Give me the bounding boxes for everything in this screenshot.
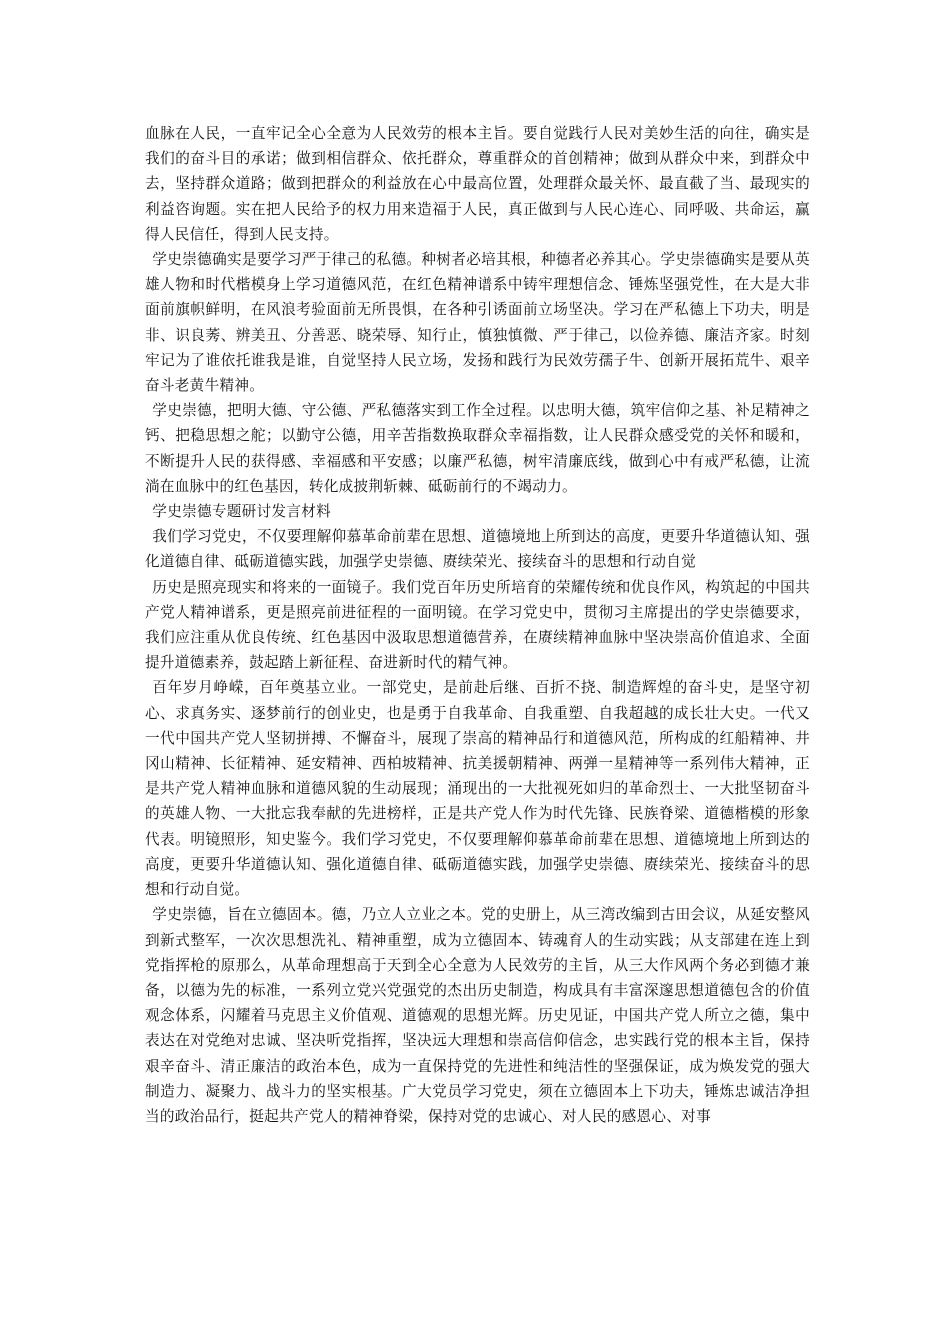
paragraph-1: 血脉在人民，一直牢记全心全意为人民效劳的根本主旨。要自觉践行人民对美妙生活的向往，确实是我们的奋斗目的承诺；做到相信群众、依托群众，尊重群众的首创精神；做到从群众中来，到群众中去，坚持群众道路；做到把群众的利益放在心中最高位置，处理群众最关怀、最直截了当、最现实的利益咨询题。实在把人民给予的权力用来造福于人民，真正做到与人民心连心、同呼吸、共命运，赢得人民信任，得到人民支持。: [145, 125, 810, 243]
paragraph-2: 学史崇德确实是要学习严于律己的私德。种树者必培其根，种德者必养其心。学史崇德确实是要从英雄人物和时代楷模身上学习道德风范，在红色精神谱系中铸牢理想信念、锤炼坚强党性，在大是大非面前旗帜鲜明，在风浪考验面前无所畏惧，在各种引诱面前立场坚决。学习在严私德上下功夫，明是非、识良莠、辨美丑、分善恶、晓荣辱、知行止，慎独慎微、严于律己，以俭养德、廉洁齐家。时刻牢记为了谁依托谁我是谁，自觉坚持人民立场，发扬和践行为民效劳孺子牛、创新开展拓荒牛、艰辛奋斗老黄牛精神。: [145, 251, 810, 395]
document-body: [145, 121, 810, 1129]
paragraph-7: 学史崇德，旨在立德固本。德，乃立人立业之本。党的史册上，从三湾改编到古田会议，从延安整风到新式整军，一次次思想洗礼、精神重塑，成为立德固本、铸魂育人的生动实践；从支部建在连上到党指挥枪的原那么，从革命理想高于天到全心全意为人民效劳的主旨，从三大作风两个务必到德才兼备，以德为先的标准，一系列立党兴党强党的杰出历史制造，构成具有丰富深邃思想道德包含的价值观念体系，闪耀着马克思主义价值观、道德观的思想光辉。历史见证，中国共产党人所立之德，集中表达在对党绝对忠诚、坚决听党指挥，坚决远大理想和崇高信仰信念，忠实践行党的根本主旨，保持艰辛奋斗、清正廉洁的政治本色，成为一直保持党的先进性和纯洁性的坚强保证，成为焕发党的强大制造力、凝聚力、战斗力的坚实根基。广大党员学习党史，须在立德固本上下功夫，锤炼忠诚洁净担当的政治品行，挺起共产党人的精神脊梁，保持对党的忠诚心、对人民的感恩心、对事: [145, 906, 810, 1125]
paragraph-4: 我们学习党史，不仅要理解仰慕革命前辈在思想、道德境地上所到达的高度，更要升华道德认知、强化道德自律、砥砺道德实践，加强学史崇德、赓续荣光、接续奋斗的思想和行动自觉: [145, 528, 810, 571]
paragraph-6: 百年岁月峥嵘，百年奠基立业。一部党史，是前赴后继、百折不挠、制造辉煌的奋斗史，是坚守初心、求真务实、逐梦前行的创业史，也是勇于自我革命、自我重塑、自我超越的成长壮大史。一代又一代中国共产党人坚韧拼搏、不懈奋斗，展现了崇高的精神品行和道德风范，所构成的红船精神、井冈山精神、长征精神、延安精神、西柏坡精神、抗美援朝精神、两弹一星精神等一系列伟大精神，正是共产党人精神血脉和道德风貌的生动展现；涌现出的一大批视死如归的革命烈士、一大批坚韧奋斗的英雄人物、一大批忘我奉献的先进榜样，正是共产党人作为时代先锋、民族脊梁、道德楷模的形象代表。明镜照形，知史鉴今。我们学习党史，不仅要理解仰慕革命前辈在思想、道德境地上所到达的高度，更要升华道德认知、强化道德自律、砥砺道德实践，加强学史崇德、赓续荣光、接续奋斗的思想和行动自觉。: [145, 679, 810, 899]
paragraph-3: 学史崇德，把明大德、守公德、严私德落实到工作全过程。以忠明大德，筑牢信仰之基、补足精神之钙、把稳思想之舵；以勤守公德，用辛苦指数换取群众幸福指数，让人民群众感受党的关怀和暖和，不断提升人民的获得感、幸福感和平安感；以廉严私德，树牢清廉底线，做到心中有戒严私德，让流淌在血脉中的红色基因，转化成披荆斩棘、砥砺前行的不竭动力。: [145, 402, 810, 495]
section-heading: 学史崇德专题研讨发言材料: [152, 503, 332, 521]
paragraph-5: 历史是照亮现实和将来的一面镜子。我们党百年历史所培育的荣耀传统和优良作风，构筑起的中国共产党人精神谱系，更是照亮前进征程的一面明镜。在学习党史中，贯彻习主席提出的学史崇德要求，我们应注重从优良传统、红色基因中汲取思想道德营养，在赓续精神血脉中坚决崇高价值追求、全面提升道德素养，鼓起踏上新征程、奋进新时代的精气神。: [145, 578, 810, 672]
